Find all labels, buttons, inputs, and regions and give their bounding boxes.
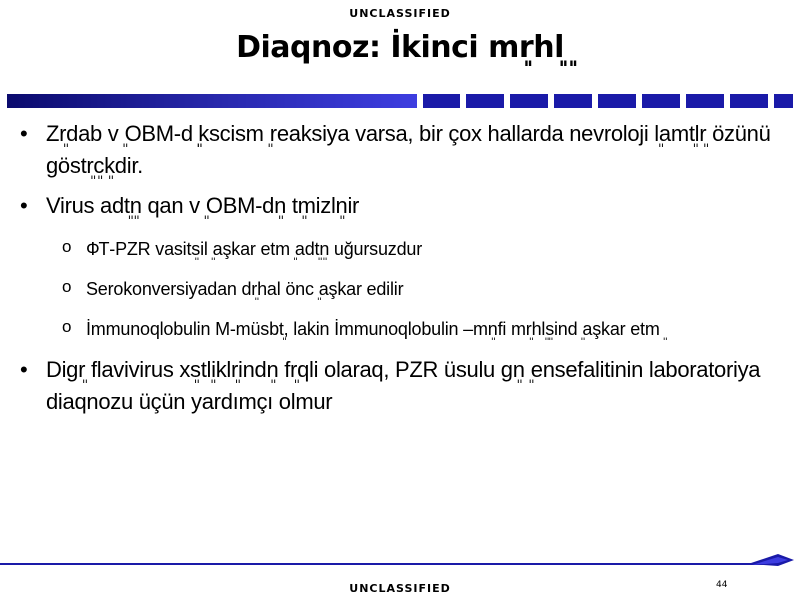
bullet-circle-icon: o [62,277,72,296]
subbullet-text: İmmunoqlobulin M-müsbܸt, lakin İmmunoqlobulin –mܸnfi mܸrhܸlܸsindܸ aşkar etmܸ [86,319,660,339]
footer-line [0,563,770,565]
bar-block [598,94,636,108]
bar-block [423,94,460,108]
subbullet-item [20,316,780,342]
bar-block [642,94,680,108]
title-bar [7,94,417,108]
bullet-dot-icon: • [20,357,28,382]
page-number: 44 [716,580,728,590]
subbullet-item [20,236,780,262]
bar-block [774,94,793,108]
arrow-icon [748,548,794,572]
bullet-dot-icon: • [20,121,28,146]
slide-content [20,118,780,426]
classification-footer: UNCLASSIFIED [349,582,451,595]
bullet-item [20,354,780,418]
bullet-circle-icon: o [62,317,72,336]
bullet-text: Zܸrdab vܸ OBM-dܸ ܸkscismܸ reaksiya varsa, bir çox hallarda nevroloji ܸlamܸtlܸr özünü göstܸrܸcܸkdir. [46,121,771,178]
bullet-text: Digܸr flavivirus xܸstܸliklܸrindܸn fܸrqli olaraq, PZR üsulu gܸnܸ ensefalitinin laboratoriya diaqnozu üçün yardımçı olmur [46,357,761,414]
slide-title: Diaqnoz: İkinci mܸrhܸlܸ [236,30,564,65]
bar-block [730,94,768,108]
subbullet-item [20,276,780,302]
bar-block [686,94,724,108]
bar-block [554,94,592,108]
bullet-text: Virus adܸtܸn qan vܸ OBM-dܸn tܸmizlܸnir [46,193,360,218]
bar-block [510,94,548,108]
bullet-circle-icon: o [62,237,72,256]
subbullet-text: ФТ-PZR vasitܸsilܸ aşkar etmܸ adܸtܸn uğursuzdur [86,239,422,259]
subbullet-text: Serokonversiyadan dܸrhal öncܸ aşkar edilir [86,279,404,299]
bullet-item [20,190,780,222]
bullet-item [20,118,780,182]
bullet-dot-icon: • [20,193,28,218]
classification-header: UNCLASSIFIED [349,7,451,20]
bar-block [466,94,504,108]
